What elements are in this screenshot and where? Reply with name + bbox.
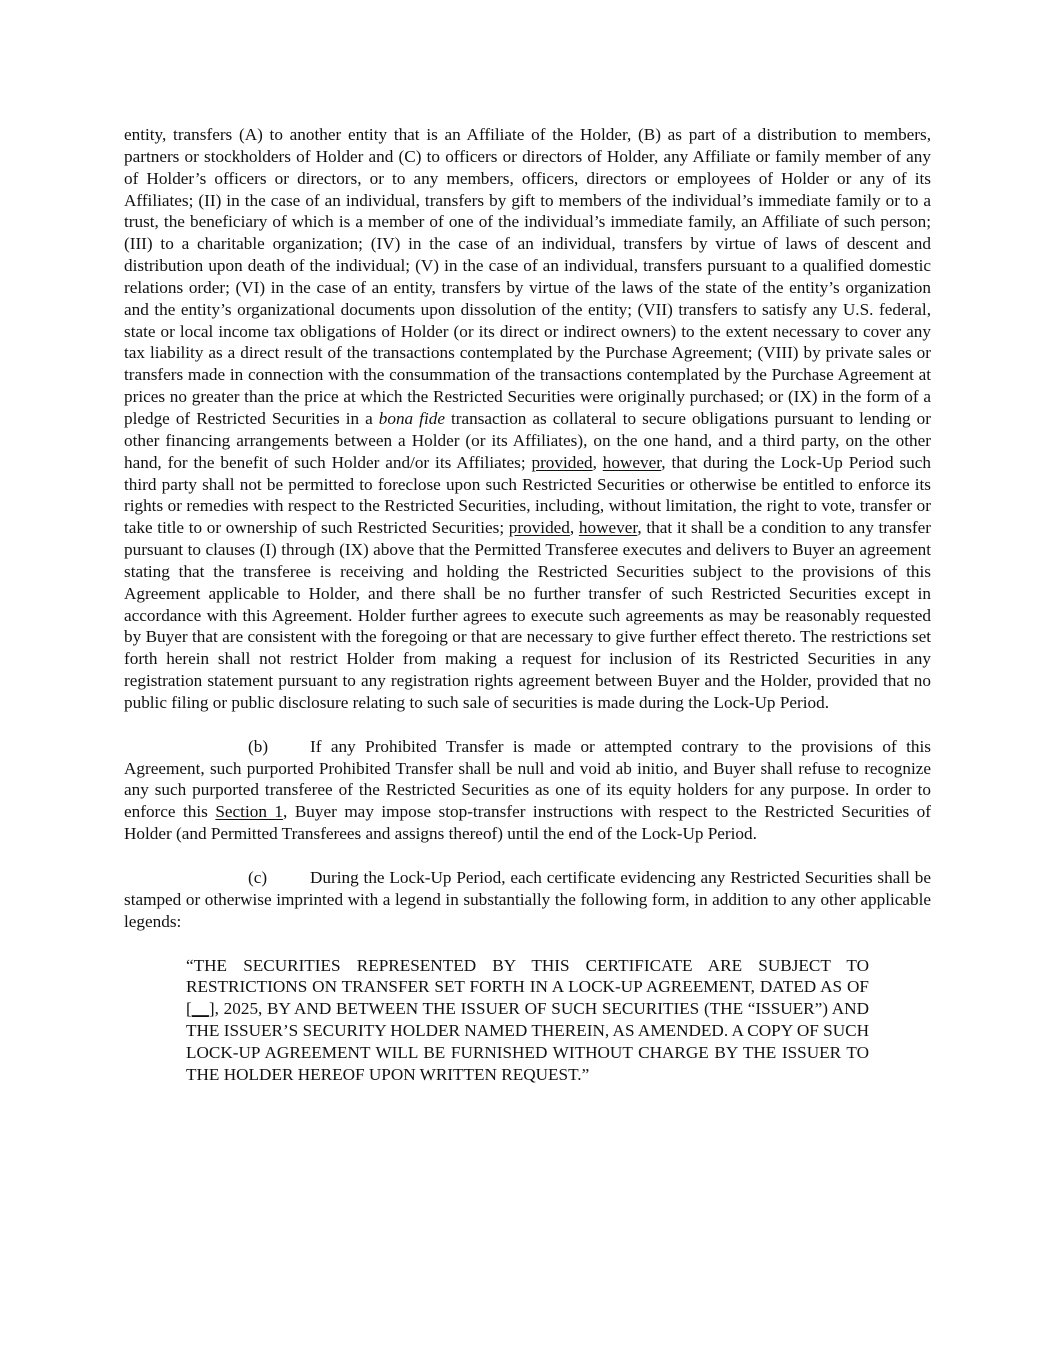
- paragraph-a-text-4: , that it shall be a condition to any transfer pursuant to clauses (I) through (IX) above that the Permitted Transferee executes and delivers to Buyer an agreement stating that the transferee is receiving and holding the Restricted Securities subject to the provisions of this Agreement applicable to Holder, and there shall be no further transfer of such Restricted Securities except in accordance with this Agreement. Holder further agrees to execute such agreements as may be reasonably requested by Buyer that are consistent with the foregoing or that are necessary to give further effect thereto. The restrictions set forth herein shall not restrict Holder from making a request for inclusion of its Restricted Securities in any registration statement pursuant to any registration rights agreement between Buyer and the Holder, provided that no public filing or public disclosure relating to such sale of securities is made during the Lock-Up Period.: [124, 518, 932, 712]
- paragraph-b-text-1: If any Prohibited Transfer is made or attempted contrary to the provisions of this Agreement, such purported Prohibited Transfer shall be null and void ab initio, and Buyer shall refuse to recognize any such purported transferee of the Restricted Securities as one of its equity holders for any purpose. In order to enforce this: [124, 736, 931, 822]
- paragraph-c-label: (c): [248, 868, 268, 887]
- legend-text-2: ], 2025, BY AND BETWEEN THE ISSUER OF SUCH SECURITIES (THE “ISSUER”) AND THE ISSUER’S SECURITY HOLDER NAMED THEREIN, AS AMENDED. A COPY OF SUCH LOCK-UP AGREEMENT WILL BE FURNISHED WITHOUT CHARGE BY THE ISSUER TO THE HOLDER HEREOF UPON WRITTEN REQUEST.”: [186, 999, 869, 1084]
- document-page: [124, 124, 931, 1086]
- certificate-legend: [186, 955, 869, 1086]
- legend-text-1: “THE SECURITIES REPRESENTED BY THIS CERTIFICATE ARE SUBJECT TO RESTRICTIONS ON TRANSFER SET FORTH IN A LOCK-UP AGREEMENT, DATED AS OF [: [186, 955, 869, 1019]
- provided-underlined-1: provided: [531, 452, 593, 472]
- paragraph-a-text-1: entity, transfers (A) to another entity that is an Affiliate of the Holder, (B) as part of a distribution to members, partners or stockholders of Holder and (C) to officers or directors of Holder, any Affiliate or family member of any of Holder’s officers or directors, or to any members, officers, directors or employees of Holder or any of its Affiliates; (II) in the case of an individual, transfers by gift to members of the individual’s immediate family or to a trust, the beneficiary of which is a member of one of the individual’s immediate family, an Affiliate of such person; (III) to a charitable organization; (IV) in the case of an individual, transfers by virtue of laws of descent and distribution upon death of the individual; (V) in the case of an individual, transfers pursuant to a qualified domestic relations order; (VI) in the case of an entity, transfers by virtue of the laws of the state of the entity’s organization and the entity’s organizational documents upon dissolution of the entity; (VII) transfers to satisfy any U.S. federal, state or local income tax obligations of Holder (or its direct or indirect owners) to the extent necessary to cover any tax liability as a direct result of the transactions contemplated by the Purchase Agreement; (VIII) by private sales or transfers made in connection with the consummation of the transactions contemplated by the Purchase Agreement at prices no greater than the price at which the Restricted Securities were originally purchased; or (IX) in the form of a pledge of Restricted Securities in a: [124, 125, 931, 428]
- provided-underlined-2: provided: [508, 518, 570, 538]
- comma-1: ,: [592, 452, 603, 472]
- paragraph-b: [124, 736, 931, 845]
- paragraph-b-label: (b): [248, 736, 269, 756]
- however-underlined-2: however: [578, 518, 638, 538]
- date-blank: __: [191, 999, 209, 1019]
- paragraph-a-text-3: , that during the Lock-Up Period such third party shall not be permitted to foreclose upon such Restricted Securities or otherwise be entitled to enforce its rights or remedies with respect to the Restricted Securities, including, without limitation, the right to vote, transfer or take title to or ownership of such Restricted Securities;: [124, 452, 931, 538]
- however-underlined-1: however: [602, 452, 662, 472]
- comma-2: ,: [569, 518, 579, 538]
- paragraph-a-continuation: [124, 124, 931, 714]
- bona-fide-italic: bona fide: [378, 408, 445, 428]
- paragraph-a-text-2: transaction as collateral to secure obligations pursuant to lending or other financing arrangements between a Holder (or its Affiliates), on the one hand, and a third party, on the other hand, for the benefit of such Holder and/or its Affiliates;: [124, 408, 931, 472]
- paragraph-b-text-2: , Buyer may impose stop-transfer instructions with respect to the Restricted Securities of Holder (and Permitted Transferees and assigns thereof) until the end of the Lock-Up Period.: [124, 802, 931, 844]
- paragraph-c: [124, 867, 931, 933]
- paragraph-c-text: During the Lock-Up Period, each certificate evidencing any Restricted Securities shall be stamped or otherwise imprinted with a legend in substantially the following form, in addition to any other applicable legends:: [124, 868, 931, 931]
- section-1-reference: Section 1: [215, 802, 284, 822]
